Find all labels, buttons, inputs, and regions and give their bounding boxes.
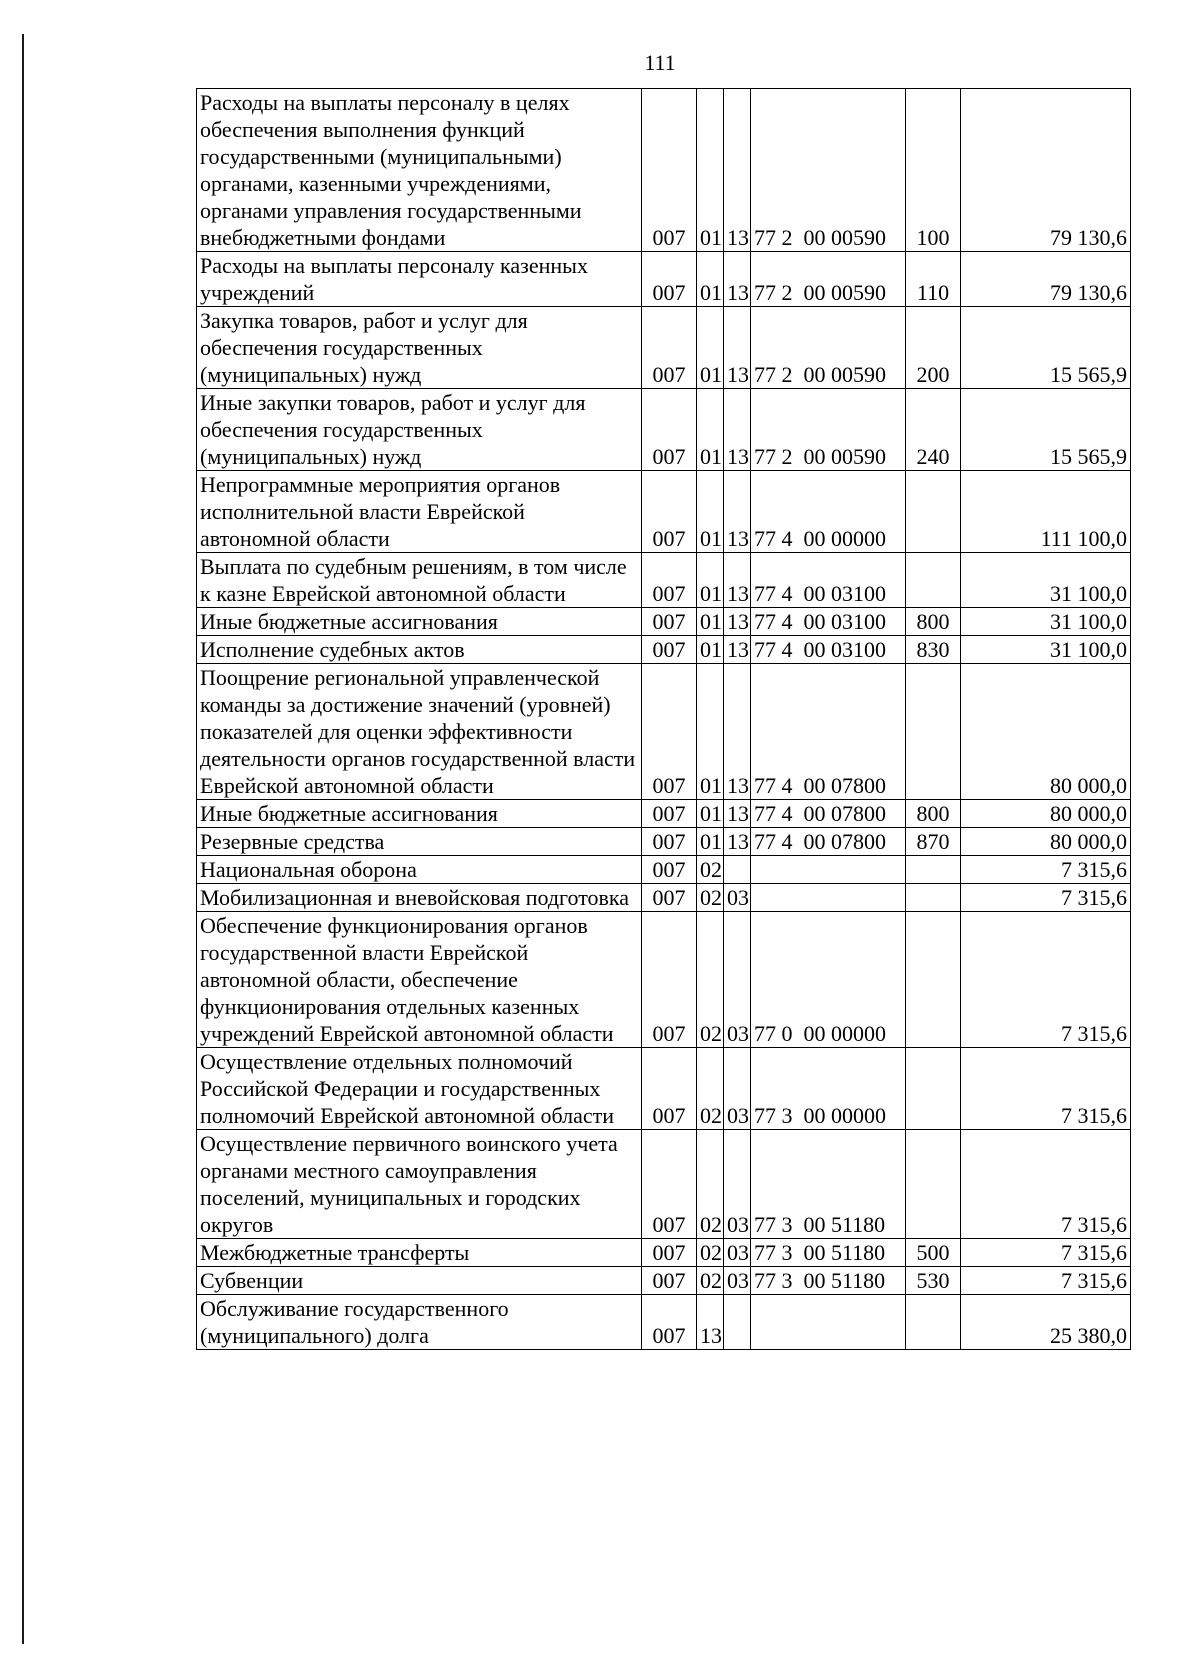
table-row	[197, 1267, 1131, 1295]
row-ministry-code: 007	[642, 1295, 697, 1350]
table-row	[197, 389, 1131, 471]
row-expense-type-code	[906, 1048, 961, 1130]
row-ministry-code: 007	[642, 800, 697, 828]
row-subsection-code: 03	[724, 1048, 751, 1130]
row-ministry-code: 007	[642, 664, 697, 800]
row-section-code: 01	[697, 89, 724, 252]
table-row	[197, 89, 1131, 252]
table-row	[197, 608, 1131, 636]
row-amount: 7 315,6	[961, 856, 1131, 884]
row-target-article-code	[751, 856, 906, 884]
row-name: Поощрение региональной управленческой команды за достижение значений (уровней) показателей для оценки эффективности деятельности органов государственной власти Еврейской автономной области	[197, 664, 642, 800]
row-target-article-code: 77 2 00 00590	[751, 307, 906, 389]
row-subsection-code	[724, 856, 751, 884]
row-name: Субвенции	[197, 1267, 642, 1295]
table-row	[197, 856, 1131, 884]
row-expense-type-code: 100	[906, 89, 961, 252]
row-name: Обеспечение функционирования органов государственной власти Еврейской автономной области, обеспечение функционирования отдельных казенных учреждений Еврейской автономной области	[197, 912, 642, 1048]
row-name: Расходы на выплаты персоналу казенных учреждений	[197, 252, 642, 307]
row-target-article-code: 77 0 00 00000	[751, 912, 906, 1048]
table-row	[197, 828, 1131, 856]
table-row	[197, 636, 1131, 664]
row-subsection-code: 13	[724, 471, 751, 553]
table-row	[197, 800, 1131, 828]
row-ministry-code: 007	[642, 856, 697, 884]
row-amount: 7 315,6	[961, 1048, 1131, 1130]
row-target-article-code: 77 4 00 00000	[751, 471, 906, 553]
row-subsection-code: 13	[724, 800, 751, 828]
row-name: Межбюджетные трансферты	[197, 1239, 642, 1267]
row-subsection-code: 13	[724, 307, 751, 389]
row-subsection-code: 13	[724, 828, 751, 856]
row-section-code: 01	[697, 828, 724, 856]
table-row	[197, 1295, 1131, 1350]
row-section-code: 02	[697, 1130, 724, 1239]
row-amount: 80 000,0	[961, 800, 1131, 828]
row-expense-type-code	[906, 856, 961, 884]
row-name: Осуществление первичного воинского учета органами местного самоуправления поселений, муниципальных и городских округов	[197, 1130, 642, 1239]
scan-edge-line	[22, 34, 24, 1644]
row-expense-type-code	[906, 912, 961, 1048]
row-ministry-code: 007	[642, 307, 697, 389]
row-name: Мобилизационная и вневойсковая подготовка	[197, 884, 642, 912]
row-ministry-code: 007	[642, 1267, 697, 1295]
table-row	[197, 252, 1131, 307]
row-ministry-code: 007	[642, 471, 697, 553]
row-amount: 7 315,6	[961, 884, 1131, 912]
row-amount: 80 000,0	[961, 828, 1131, 856]
row-subsection-code: 13	[724, 89, 751, 252]
row-expense-type-code: 240	[906, 389, 961, 471]
table-row	[197, 471, 1131, 553]
row-section-code: 02	[697, 856, 724, 884]
row-expense-type-code: 830	[906, 636, 961, 664]
row-amount: 31 100,0	[961, 636, 1131, 664]
table-row	[197, 912, 1131, 1048]
row-section-code: 02	[697, 912, 724, 1048]
row-section-code: 01	[697, 389, 724, 471]
row-expense-type-code	[906, 553, 961, 608]
row-target-article-code	[751, 884, 906, 912]
row-amount: 80 000,0	[961, 664, 1131, 800]
row-subsection-code: 13	[724, 664, 751, 800]
table-row	[197, 1130, 1131, 1239]
row-target-article-code: 77 2 00 00590	[751, 389, 906, 471]
row-expense-type-code	[906, 664, 961, 800]
table-row	[197, 884, 1131, 912]
row-name: Исполнение судебных актов	[197, 636, 642, 664]
row-name: Выплата по судебным решениям, в том числе к казне Еврейской автономной области	[197, 553, 642, 608]
row-subsection-code: 03	[724, 884, 751, 912]
row-amount: 7 315,6	[961, 1239, 1131, 1267]
row-section-code: 02	[697, 884, 724, 912]
table-row	[197, 1239, 1131, 1267]
row-expense-type-code	[906, 1295, 961, 1350]
row-target-article-code: 77 3 00 51180	[751, 1130, 906, 1239]
row-name: Непрограммные мероприятия органов исполнительной власти Еврейской автономной области	[197, 471, 642, 553]
row-ministry-code: 007	[642, 389, 697, 471]
row-expense-type-code: 500	[906, 1239, 961, 1267]
row-expense-type-code: 110	[906, 252, 961, 307]
row-subsection-code: 13	[724, 608, 751, 636]
row-subsection-code: 03	[724, 1267, 751, 1295]
row-amount: 7 315,6	[961, 1130, 1131, 1239]
row-ministry-code: 007	[642, 1239, 697, 1267]
row-expense-type-code: 800	[906, 800, 961, 828]
row-target-article-code: 77 3 00 51180	[751, 1267, 906, 1295]
table-row	[197, 553, 1131, 608]
row-target-article-code: 77 4 00 07800	[751, 664, 906, 800]
row-ministry-code: 007	[642, 912, 697, 1048]
row-section-code: 02	[697, 1239, 724, 1267]
row-target-article-code: 77 4 00 03100	[751, 608, 906, 636]
row-section-code: 02	[697, 1048, 724, 1130]
budget-table	[196, 88, 1131, 1350]
row-ministry-code: 007	[642, 884, 697, 912]
row-ministry-code: 007	[642, 636, 697, 664]
row-section-code: 01	[697, 664, 724, 800]
row-ministry-code: 007	[642, 608, 697, 636]
row-subsection-code: 13	[724, 252, 751, 307]
table-row	[197, 1048, 1131, 1130]
row-name: Осуществление отдельных полномочий Российской Федерации и государственных полномочий Еврейской автономной области	[197, 1048, 642, 1130]
row-section-code: 01	[697, 471, 724, 553]
table-row	[197, 307, 1131, 389]
row-amount: 15 565,9	[961, 389, 1131, 471]
row-expense-type-code: 200	[906, 307, 961, 389]
row-amount: 7 315,6	[961, 1267, 1131, 1295]
row-amount: 79 130,6	[961, 252, 1131, 307]
row-name: Иные бюджетные ассигнования	[197, 800, 642, 828]
row-name: Национальная оборона	[197, 856, 642, 884]
row-target-article-code: 77 4 00 07800	[751, 800, 906, 828]
row-subsection-code: 03	[724, 1239, 751, 1267]
table-row	[197, 664, 1131, 800]
row-subsection-code: 13	[724, 553, 751, 608]
row-amount: 31 100,0	[961, 553, 1131, 608]
row-subsection-code	[724, 1295, 751, 1350]
row-subsection-code: 13	[724, 636, 751, 664]
page-number: 111	[644, 50, 676, 75]
row-name: Закупка товаров, работ и услуг для обеспечения государственных (муниципальных) нужд	[197, 307, 642, 389]
row-target-article-code	[751, 1295, 906, 1350]
row-section-code: 02	[697, 1267, 724, 1295]
row-expense-type-code: 800	[906, 608, 961, 636]
row-section-code: 01	[697, 307, 724, 389]
row-name: Расходы на выплаты персоналу в целях обеспечения выполнения функций государственными (муниципальными) органами, казенными учреждениями, органами управления государственными внебюджетными фондами	[197, 89, 642, 252]
row-target-article-code: 77 3 00 00000	[751, 1048, 906, 1130]
row-ministry-code: 007	[642, 553, 697, 608]
row-expense-type-code	[906, 1130, 961, 1239]
row-name: Резервные средства	[197, 828, 642, 856]
row-ministry-code: 007	[642, 1130, 697, 1239]
row-target-article-code: 77 4 00 03100	[751, 636, 906, 664]
row-name: Иные бюджетные ассигнования	[197, 608, 642, 636]
row-section-code: 01	[697, 800, 724, 828]
row-target-article-code: 77 2 00 00590	[751, 252, 906, 307]
row-subsection-code: 03	[724, 912, 751, 1048]
row-expense-type-code: 870	[906, 828, 961, 856]
row-target-article-code: 77 2 00 00590	[751, 89, 906, 252]
row-expense-type-code: 530	[906, 1267, 961, 1295]
row-expense-type-code	[906, 884, 961, 912]
row-section-code: 01	[697, 608, 724, 636]
row-name: Иные закупки товаров, работ и услуг для обеспечения государственных (муниципальных) нужд	[197, 389, 642, 471]
row-amount: 25 380,0	[961, 1295, 1131, 1350]
row-target-article-code: 77 3 00 51180	[751, 1239, 906, 1267]
row-expense-type-code	[906, 471, 961, 553]
row-amount: 79 130,6	[961, 89, 1131, 252]
row-amount: 15 565,9	[961, 307, 1131, 389]
row-ministry-code: 007	[642, 828, 697, 856]
row-subsection-code: 13	[724, 389, 751, 471]
row-amount: 7 315,6	[961, 912, 1131, 1048]
row-name: Обслуживание государственного (муниципального) долга	[197, 1295, 642, 1350]
row-section-code: 13	[697, 1295, 724, 1350]
row-target-article-code: 77 4 00 03100	[751, 553, 906, 608]
row-ministry-code: 007	[642, 1048, 697, 1130]
table-body	[197, 89, 1131, 1350]
row-ministry-code: 007	[642, 89, 697, 252]
row-section-code: 01	[697, 553, 724, 608]
row-amount: 31 100,0	[961, 608, 1131, 636]
row-section-code: 01	[697, 636, 724, 664]
row-section-code: 01	[697, 252, 724, 307]
row-subsection-code: 03	[724, 1130, 751, 1239]
row-target-article-code: 77 4 00 07800	[751, 828, 906, 856]
row-ministry-code: 007	[642, 252, 697, 307]
row-amount: 111 100,0	[961, 471, 1131, 553]
